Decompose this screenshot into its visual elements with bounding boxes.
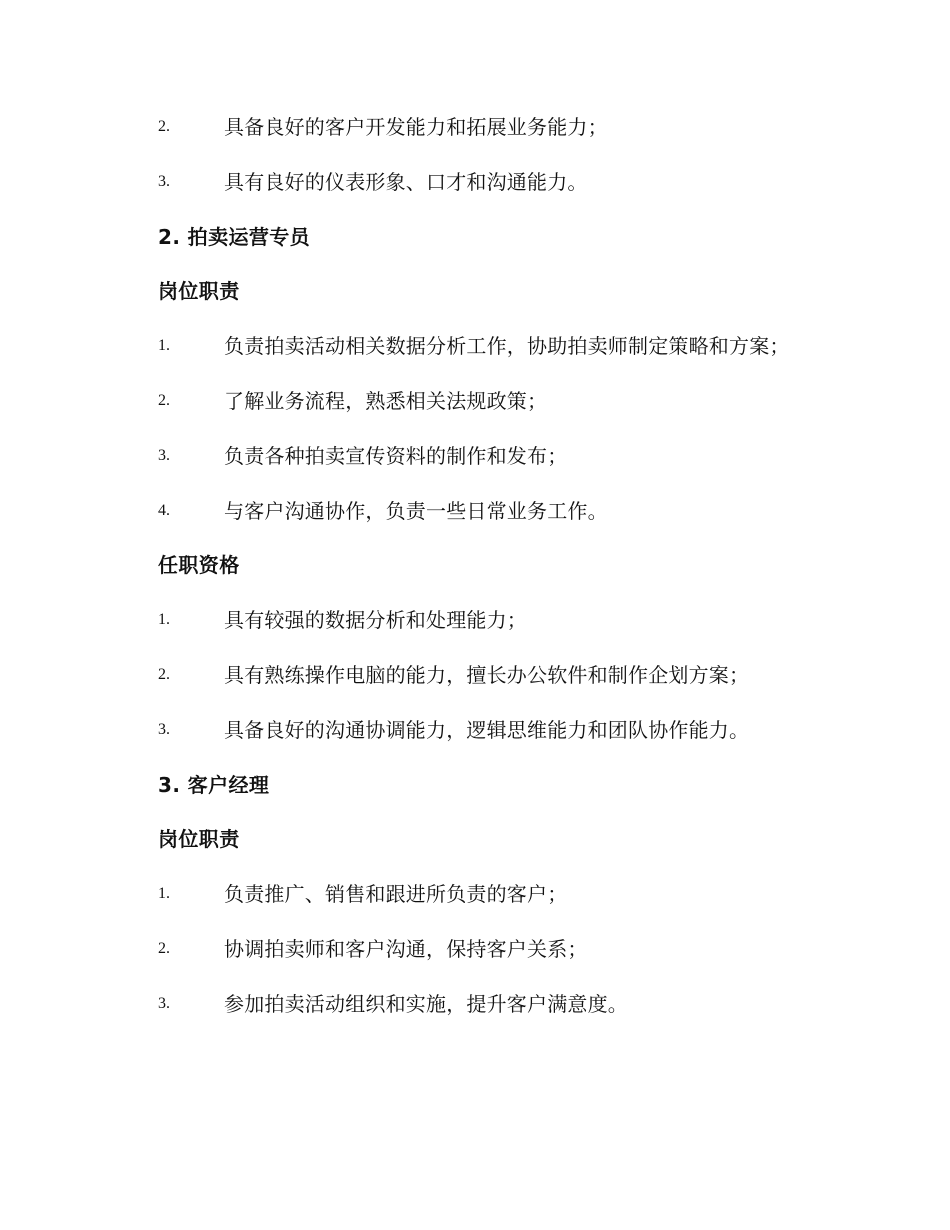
list-item xyxy=(158,703,878,758)
list-item xyxy=(158,155,878,210)
list-item-number: 3. xyxy=(158,446,170,464)
list-item xyxy=(158,593,878,648)
list-item-number: 3. xyxy=(158,172,170,190)
list-item-number: 2. xyxy=(158,939,170,957)
list-item xyxy=(158,484,878,539)
list-item-number: 2. xyxy=(158,391,170,409)
list-item-text: 负责推广、销售和跟进所负责的客户； xyxy=(224,882,568,907)
document-content xyxy=(158,100,878,1032)
list-item-text: 参加拍卖活动组织和实施，提升客户满意度。 xyxy=(224,991,628,1016)
list-item-number: 2. xyxy=(158,118,170,135)
section-title: 3. 客户经理 xyxy=(158,772,270,797)
list-item xyxy=(158,648,878,703)
list-item-number: 2. xyxy=(158,665,170,683)
list-item-text: 具有良好的仪表形象、口才和沟通能力。 xyxy=(224,169,588,194)
list-item-text: 具备良好的客户开发能力和拓展业务能力； xyxy=(224,115,608,139)
subsection-heading-duties: 岗位职责 xyxy=(158,279,240,304)
subsection-heading-duties: 岗位职责 xyxy=(158,827,240,852)
list-item xyxy=(158,922,878,977)
list-item-number: 3. xyxy=(158,720,170,738)
section-title: 2. 拍卖运营专员 xyxy=(158,224,311,249)
list-item xyxy=(158,100,878,155)
list-item-text: 协调拍卖师和客户沟通，保持客户关系； xyxy=(224,936,588,961)
list-item-text: 与客户沟通协作，负责一些日常业务工作。 xyxy=(224,498,608,523)
list-item-text: 具备良好的沟通协调能力，逻辑思维能力和团队协作能力。 xyxy=(224,717,750,742)
list-item-number: 3. xyxy=(158,994,170,1012)
list-item-number: 1. xyxy=(158,885,170,903)
list-item-text: 具有较强的数据分析和处理能力； xyxy=(224,608,527,633)
list-item xyxy=(158,977,878,1032)
list-item xyxy=(158,374,878,429)
list-item xyxy=(158,319,878,374)
list-item-text: 了解业务流程，熟悉相关法规政策； xyxy=(224,388,548,413)
list-item-text: 具有熟练操作电脑的能力，擅长办公软件和制作企划方案； xyxy=(224,662,750,687)
list-item-number: 1. xyxy=(158,337,170,355)
list-item-text: 负责拍卖活动相关数据分析工作，协助拍卖师制定策略和方案； xyxy=(224,334,790,359)
list-item-number: 4. xyxy=(158,501,170,519)
list-item xyxy=(158,429,878,484)
list-item-text: 负责各种拍卖宣传资料的制作和发布； xyxy=(224,443,568,468)
list-item xyxy=(158,867,878,922)
subsection-heading-qualifications: 任职资格 xyxy=(158,553,240,578)
list-item-number: 1. xyxy=(158,611,170,629)
